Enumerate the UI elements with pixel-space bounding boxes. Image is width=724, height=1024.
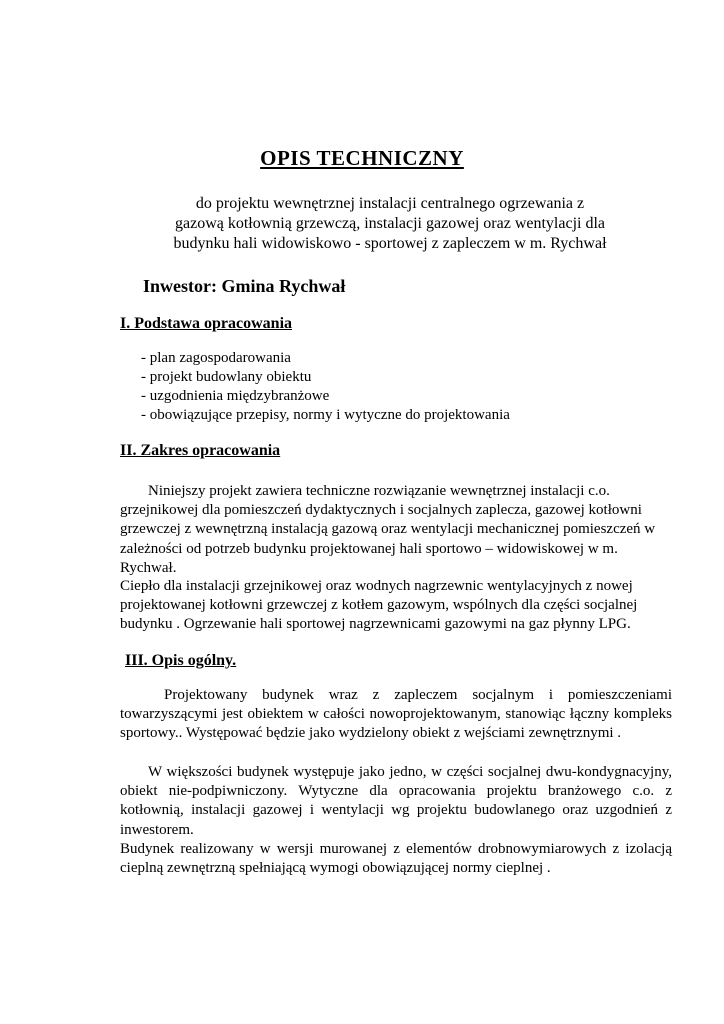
section-heading-scope: II. Zakres opracowania bbox=[120, 442, 281, 459]
document-title bbox=[0, 146, 724, 171]
section-heading-basis: I. Podstawa opracowania bbox=[120, 315, 293, 332]
list-item: - obowiązujące przepisy, normy i wytyczne do projektowania bbox=[141, 407, 510, 423]
subtitle-line: budynku hali widowiskowo - sportowej z zapleczem w m. Rychwał bbox=[173, 235, 607, 252]
list-item: - uzgodnienia międzybranżowe bbox=[141, 388, 330, 404]
general-paragraph: W większości budynek występuje jako jedno, w części socjalnej dwu-kondygnacyjny, obiekt nie-podpiwniczony. Wytyczne dla opracowania projektu branżowego c.o. z kotłownią, instalacji gazowej i wentylacji wg projektu budowlanego oraz uzgodnień z inwestorem. bbox=[120, 764, 672, 838]
subtitle-line: gazową kotłownią grzewczą, instalacji gazowej oraz wentylacji dla bbox=[174, 215, 606, 232]
document-title-text: OPIS TECHNICZNY bbox=[260, 146, 464, 170]
scope-paragraph: Ciepło dla instalacji grzejnikowej oraz wodnych nagrzewnic wentylacyjnych z nowej projektowanej kotłowni grzewczej z kotłem gazowym, wspólnych dla części socjalnej budynku . Ogrzewanie hali sportowej nagrzewnicami gazowymi na gaz płynny LPG. bbox=[120, 578, 638, 633]
scope-paragraph: Niniejszy projekt zawiera techniczne rozwiązanie wewnętrznej instalacji c.o. grzejnikowej dla pomieszczeń dydaktycznych i socjalnych zaplecza, gazowej kotłowni grzewczej z wewnętrzną instalacją gazową oraz wentylacji mechanicznej pomieszczeń w zależności od potrzeb budynku projektowanej hali sportowo – widowiskowej w m. Rychwał. bbox=[120, 483, 656, 576]
general-paragraph: Projektowany budynek wraz z zapleczem socjalnym i pomieszczeniami towarzyszącymi jest obiektem w całości nowoprojektowanym, stanowiąc łączny kompleks sportowy.. Występować będzie jako wydzielony obiekt z wejściami zewnętrznymi . bbox=[120, 687, 672, 742]
list-item: - projekt budowlany obiektu bbox=[141, 369, 312, 385]
basis-list bbox=[141, 349, 510, 425]
general-paragraph: Budynek realizowany w wersji murowanej z elementów drobnowymiarowych z izolacją cieplną zewnętrzną spełniającą wymogi obowiązującej normy cieplnej . bbox=[120, 841, 672, 877]
subtitle-line: do projektu wewnętrznej instalacji centralnego ogrzewania z bbox=[195, 195, 585, 212]
section-heading-general: III. Opis ogólny. bbox=[125, 652, 237, 669]
list-item: - plan zagospodarowania bbox=[141, 350, 291, 366]
investor-line: Inwestor: Gmina Rychwał bbox=[143, 276, 346, 296]
document-subtitle bbox=[120, 194, 660, 254]
